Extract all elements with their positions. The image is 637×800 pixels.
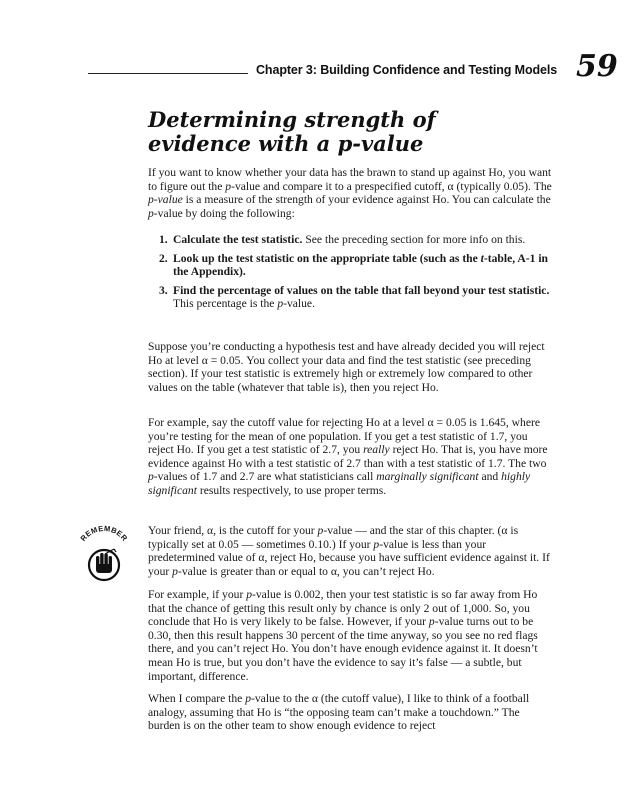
italic-run: marginally significant [376,470,479,484]
step-text: See the preceding section for more info on this. [302,233,526,246]
text-run: For example, if your [148,588,247,601]
italic-run: p-value [148,193,183,207]
section-heading-line1: Determining strength of [148,107,436,132]
italic-run: p [373,537,380,551]
step-bold-text: Find the percentage of values on the table that fall beyond your test statistic. [173,283,550,297]
step-item [148,252,553,279]
step-number: 2. [159,251,168,265]
text-run: and [478,470,502,484]
text-run: is a measure of the strength of your evidence against Ho. You can calculate the [182,193,551,207]
italic-run: p [246,588,252,601]
italic-run: p [317,524,324,537]
text-run: When I compare the [148,692,246,705]
italic-run: p [148,206,154,220]
example-paragraph-1 [148,416,553,498]
text-run: If you want to know whether your data has the brawn to stand up against Ho, you want to figure out the [148,166,552,193]
text-run: -value by doing the following: [153,206,295,220]
page-number: 59 [576,49,618,84]
step-bold-text: Look up the test statistic on the appropriate table (such as the [173,251,481,265]
text-run: -value — and the star of this chapter. (α is typically set at 0.05 — sometimes 0.10.) If your [148,524,519,551]
suppose-paragraph: Suppose you’re conducting a hypothesis test and have already decided you will reject Ho at level α = 0.05. You collect your data and find the test statistic (see preceding section). If your test statistic is extremely high or extremely low compared to other values on the table (whatever that table is), then you reject Ho. [148,340,545,394]
italic-run: highly significant [148,470,531,497]
intro-paragraph [148,166,553,220]
italic-run: p [225,179,232,193]
text-run: results respectively, to use proper terms. [196,483,387,497]
example-paragraph-2 [148,588,553,683]
remember-icon [72,521,134,583]
text-run: -value turns out to be 0.30, then this result happens 30 percent of the time anyway, so you see no red flags there, and you can’t reject Ho. You don’t have enough evidence against it. It doesn’t mean Ho is true, but you don’t have the evidence to say it’s false — a subtle, but important, difference. [148,615,538,683]
step-bold-text: Calculate the test statistic. [173,233,303,246]
text-run: -value and compare it to a prespecified cutoff, α (typically 0.05). The [231,179,552,193]
step-text: -value. [283,297,315,311]
text-run: -value is greater than or equal to α, you can’t reject Ho. [177,564,435,578]
header-rule [88,73,248,74]
italic-run: really [363,443,390,457]
step-bold-text: -table, A-1 in the Appendix). [173,251,548,279]
text-run: reject Ho. That is, you have more evidence against Ho with a test statistic of 2.7 than with a test statistic of 1.7. The two [148,443,548,470]
italic-run: p [148,470,154,484]
text-run: Your friend, α, is the cutoff for your [148,524,318,537]
svg-text:REMEMBER [79,524,130,543]
step-item [148,233,553,247]
italic-run: p [172,564,178,578]
section-heading [148,108,568,156]
step-item [148,284,553,311]
step-bold-italic-text: t [480,251,484,265]
step-number: 1. [159,233,168,246]
section-heading-line2: evidence with a p-value [148,131,424,156]
step-italic-text: p [277,297,284,311]
italic-run: p [428,615,435,629]
remember-icon-label: REMEMBER [78,523,130,543]
remember-paragraph [148,524,553,578]
steps-list [148,233,553,316]
text-run: -value to the α (the cutoff value), I like to think of a football analogy, assuming that Ho is “the opposing team can’t make a touchdown.” The burden is on the other team to show enough evidence to reject [148,692,530,733]
text-run: -values of 1.7 and 2.7 are what statisticians call [153,470,377,484]
running-head: Chapter 3: Building Confidence and Testing Models [256,63,558,77]
text-run: -value is 0.002, then your test statistic is so far away from Ho that the chance of getting this result only by chance is only 2 out of 1,000. So, you conclude that Ho is very likely to be false. However, if your [148,588,538,629]
text-run: For example, say the cutoff value for rejecting Ho at a level α = 0.05 is 1.645, where you’re testing for the mean of one population. If you get a test statistic of 1.7, you reject Ho. If you get a test statistic of 2.7, you [148,416,540,457]
step-number: 3. [159,283,168,297]
text-run: -value is less than your predetermined value of α, reject Ho, because you have sufficient evidence against it. If your [148,537,550,578]
italic-run: p [245,692,252,705]
football-paragraph [148,692,553,733]
step-text: This percentage is the [173,297,278,311]
